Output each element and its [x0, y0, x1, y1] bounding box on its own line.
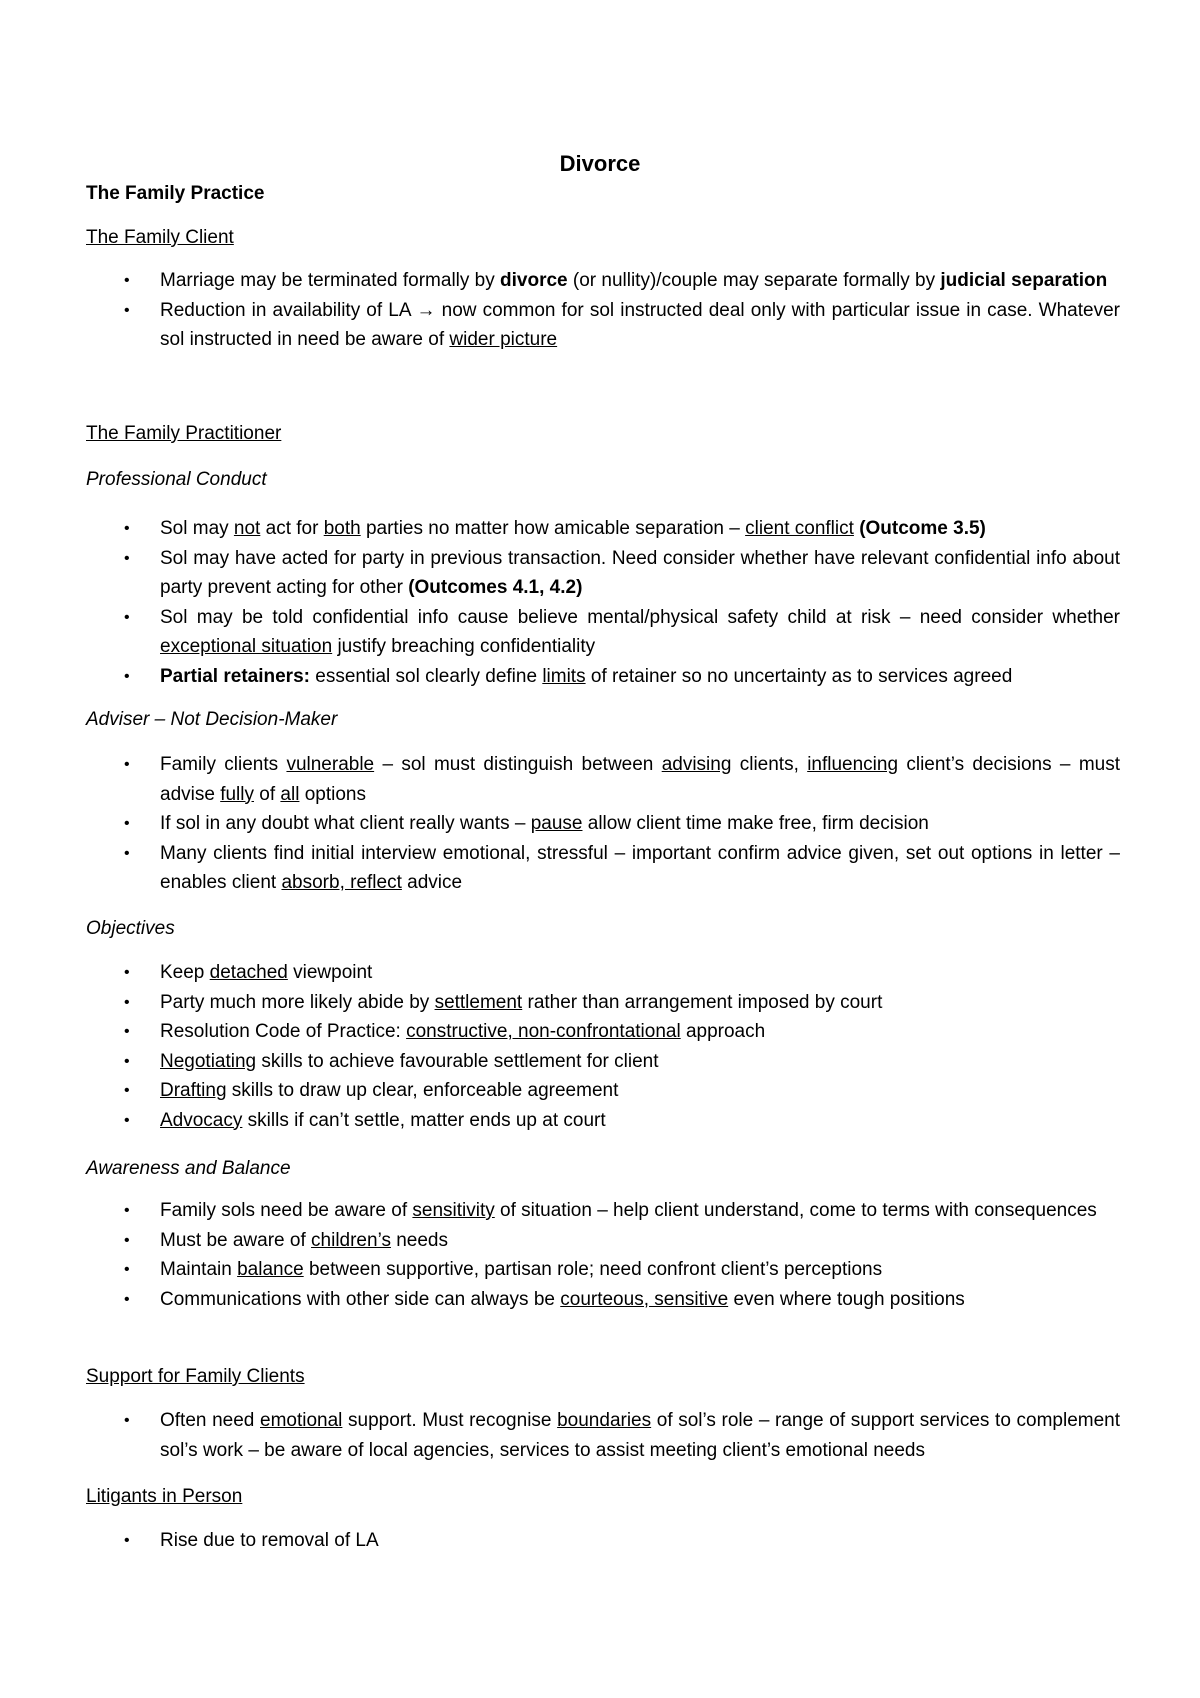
adviser-list — [0, 750, 1200, 898]
bullet-icon: • — [124, 815, 130, 832]
litigants-list — [0, 1526, 1200, 1556]
bullet-icon: • — [124, 1111, 130, 1129]
bullet-icon: • — [124, 549, 130, 567]
bullet-icon: • — [124, 1202, 130, 1219]
subheading-awareness: Awareness and Balance — [86, 1158, 291, 1179]
list-item: • Negotiating skills to achieve favourable settlement for client — [0, 1047, 1200, 1077]
list-item: • Maintain balance between supportive, partisan role; need confront client’s perceptions — [0, 1255, 1200, 1285]
list-item: • Family sols need be aware of sensitivity of situation – help client understand, come to terms with consequences — [0, 1196, 1200, 1226]
list-item: • Often need emotional support. Must recognise boundaries of sol’s role – range of support services to complement sol’s work – be aware of local agencies, services to assist meeting client’s emotional needs — [0, 1406, 1200, 1465]
bullet-icon: • — [124, 1052, 130, 1070]
bullet-icon: • — [124, 301, 130, 319]
page-title: Divorce — [559, 151, 641, 176]
list-item: • Rise due to removal of LA — [0, 1526, 1200, 1556]
list-item: • Resolution Code of Practice: constructive, non-confrontational approach — [0, 1017, 1200, 1047]
subheading-objectives: Objectives — [86, 918, 175, 939]
bullet-icon: • — [124, 272, 130, 289]
list-item: • Drafting skills to draw up clear, enforceable agreement — [0, 1076, 1200, 1106]
bullet-icon: • — [124, 993, 130, 1011]
list-item: • Partial retainers: essential sol clearly define limits of retainer so no uncertainty as to services agreed — [0, 662, 1200, 692]
bullet-icon: • — [124, 1412, 130, 1429]
bullet-icon: • — [124, 756, 130, 773]
objectives-list — [0, 958, 1200, 1135]
bullet-icon: • — [124, 1082, 130, 1099]
list-item: • Keep detached viewpoint — [0, 958, 1200, 988]
bullet-icon: • — [124, 608, 130, 626]
bullet-icon: • — [124, 520, 130, 537]
bullet-icon: • — [124, 1290, 130, 1308]
family-client-list — [0, 266, 1200, 355]
list-item: • If sol in any doubt what client really wants – pause allow client time make free, firm decision — [0, 809, 1200, 839]
list-item: • Communications with other side can always be courteous, sensitive even where tough positions — [0, 1285, 1200, 1315]
list-item: • Sol may be told confidential info cause believe mental/physical safety child at risk – need consider whether exceptional situation justify breaching confidentiality — [0, 603, 1200, 662]
support-list — [0, 1406, 1200, 1465]
bullet-icon: • — [124, 1231, 130, 1249]
list-item: • Sol may have acted for party in previous transaction. Need consider whether have relevant confidential info about party prevent acting for other (Outcomes 4.1, 4.2) — [0, 544, 1200, 603]
arrow-right-icon: → — [416, 299, 436, 321]
list-item: • Party much more likely abide by settlement rather than arrangement imposed by court — [0, 988, 1200, 1018]
list-item: • Many clients find initial interview emotional, stressful – important confirm advice given, set out options in letter – enables client absorb, reflect advice — [0, 839, 1200, 898]
conduct-list — [0, 514, 1200, 691]
heading-litigants: Litigants in Person — [86, 1486, 243, 1507]
bullet-icon: • — [124, 667, 130, 685]
bullet-icon: • — [124, 1023, 130, 1040]
list-item: • Marriage may be terminated formally by divorce (or nullity)/couple may separate formally by judicial separation — [0, 266, 1200, 296]
heading-family-client: The Family Client — [86, 227, 234, 248]
heading-family-practitioner: The Family Practitioner — [86, 423, 282, 444]
subheading-adviser: Adviser – Not Decision-Maker — [86, 709, 338, 730]
bullet-icon: • — [124, 1532, 130, 1549]
section-heading-family-practice: The Family Practice — [86, 183, 265, 204]
list-item: • Sol may not act for both parties no matter how amicable separation – client conflict (Outcome 3.5) — [0, 514, 1200, 544]
bullet-icon: • — [124, 964, 130, 981]
list-item: • Must be aware of children’s needs — [0, 1226, 1200, 1256]
heading-support: Support for Family Clients — [86, 1366, 305, 1387]
awareness-list — [0, 1196, 1200, 1314]
bullet-icon: • — [124, 1261, 130, 1278]
list-item: • Reduction in availability of LA → now common for sol instructed deal only with particular issue in case. Whatever sol instructed in need be aware of wider picture — [0, 296, 1200, 355]
list-item: • Advocacy skills if can’t settle, matter ends up at court — [0, 1106, 1200, 1136]
list-item: • Family clients vulnerable – sol must distinguish between advising clients, influencing client’s decisions – must advise fully of all options — [0, 750, 1200, 809]
bullet-icon: • — [124, 844, 130, 862]
subheading-professional-conduct: Professional Conduct — [86, 469, 267, 490]
